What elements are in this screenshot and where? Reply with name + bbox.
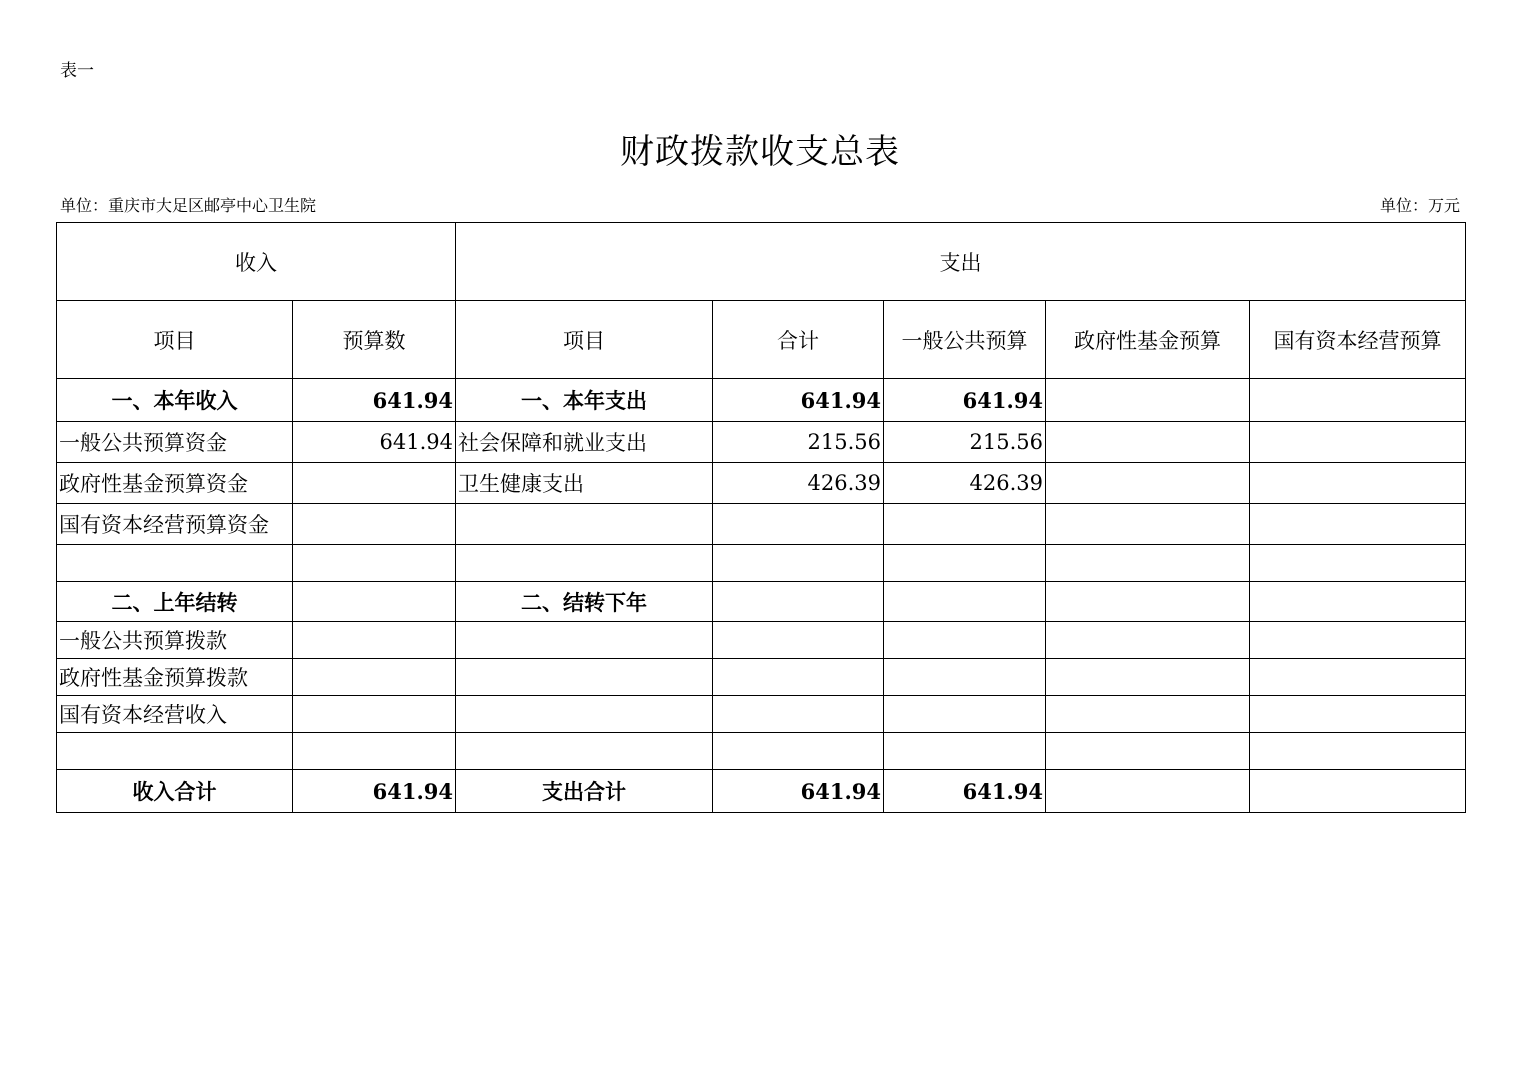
income-item-header: 项目 — [57, 301, 293, 379]
expense-fund-cell — [1046, 422, 1250, 463]
expense-general-cell — [884, 622, 1046, 659]
table-label: 表一 — [60, 61, 94, 81]
table-row — [57, 463, 1466, 504]
expense-item-cell — [456, 659, 713, 696]
income-budget-cell — [293, 545, 456, 582]
table-row — [57, 545, 1466, 582]
income-budget-cell: 641.94 — [293, 379, 456, 422]
expense-general-cell — [884, 659, 1046, 696]
expense-general-cell — [884, 696, 1046, 733]
income-item-cell — [57, 545, 293, 582]
income-item-cell: 一般公共预算资金 — [57, 422, 293, 463]
expense-total-cell — [713, 504, 884, 545]
expense-fund-cell — [1046, 379, 1250, 422]
expense-item-cell — [456, 733, 713, 770]
total-row — [57, 770, 1466, 813]
table-row — [57, 659, 1466, 696]
column-header-row — [57, 301, 1466, 379]
expense-item-cell — [456, 504, 713, 545]
expense-state-cell — [1250, 622, 1466, 659]
expense-item-cell — [456, 545, 713, 582]
income-budget-cell — [293, 504, 456, 545]
expense-state-cell — [1250, 545, 1466, 582]
expense-general-header: 一般公共预算 — [884, 301, 1046, 379]
table-row — [57, 422, 1466, 463]
expense-fund-cell — [1046, 504, 1250, 545]
expense-total-cell — [713, 582, 884, 622]
income-budget-cell — [293, 733, 456, 770]
expense-state-cell — [1250, 504, 1466, 545]
expense-item-cell: 一、本年支出 — [456, 379, 713, 422]
expense-total-cell — [713, 696, 884, 733]
expense-item-header: 项目 — [456, 301, 713, 379]
income-item-cell: 国有资本经营预算资金 — [57, 504, 293, 545]
table-row — [57, 622, 1466, 659]
unit-currency: 单位：万元 — [1379, 196, 1460, 215]
expense-fund-header: 政府性基金预算 — [1046, 301, 1250, 379]
income-budget-cell — [293, 622, 456, 659]
expense-general-cell — [884, 733, 1046, 770]
expense-item-cell — [456, 696, 713, 733]
expense-group-header: 支出 — [456, 223, 1466, 301]
expense-total-cell: 641.94 — [713, 379, 884, 422]
expense-total-cell: 426.39 — [713, 463, 884, 504]
expense-state-header: 国有资本经营预算 — [1250, 301, 1466, 379]
income-budget-cell — [293, 582, 456, 622]
expense-total-label: 支出合计 — [456, 770, 713, 813]
income-budget-cell — [293, 696, 456, 733]
expense-total-cell — [713, 659, 884, 696]
expense-total-cell — [713, 545, 884, 582]
income-item-cell: 政府性基金预算拨款 — [57, 659, 293, 696]
expense-state-cell — [1250, 733, 1466, 770]
income-item-cell: 二、上年结转 — [57, 582, 293, 622]
income-total-value: 641.94 — [293, 770, 456, 813]
fiscal-summary-table — [56, 222, 1466, 813]
expense-fund-cell — [1046, 696, 1250, 733]
expense-total-value: 641.94 — [713, 770, 884, 813]
income-total-label: 收入合计 — [57, 770, 293, 813]
expense-general-total: 641.94 — [884, 770, 1046, 813]
table-row — [57, 504, 1466, 545]
expense-state-cell — [1250, 659, 1466, 696]
group-header-row — [57, 223, 1466, 301]
expense-fund-cell — [1046, 622, 1250, 659]
table-row — [57, 733, 1466, 770]
expense-state-cell — [1250, 422, 1466, 463]
expense-general-cell: 215.56 — [884, 422, 1046, 463]
expense-state-cell — [1250, 379, 1466, 422]
expense-fund-cell — [1046, 733, 1250, 770]
expense-total-header: 合计 — [713, 301, 884, 379]
expense-fund-cell — [1046, 545, 1250, 582]
income-item-cell: 国有资本经营收入 — [57, 696, 293, 733]
income-item-cell: 政府性基金预算资金 — [57, 463, 293, 504]
table-row — [57, 696, 1466, 733]
income-item-cell — [57, 733, 293, 770]
expense-item-cell: 社会保障和就业支出 — [456, 422, 713, 463]
expense-total-cell: 215.56 — [713, 422, 884, 463]
income-budget-cell — [293, 463, 456, 504]
expense-item-cell — [456, 622, 713, 659]
expense-general-cell — [884, 545, 1046, 582]
expense-item-cell: 二、结转下年 — [456, 582, 713, 622]
expense-general-cell: 641.94 — [884, 379, 1046, 422]
expense-total-cell — [713, 622, 884, 659]
income-group-header: 收入 — [57, 223, 456, 301]
expense-fund-cell — [1046, 659, 1250, 696]
expense-general-cell: 426.39 — [884, 463, 1046, 504]
expense-item-cell: 卫生健康支出 — [456, 463, 713, 504]
expense-state-cell — [1250, 582, 1466, 622]
income-budget-header: 预算数 — [293, 301, 456, 379]
income-item-cell: 一、本年收入 — [57, 379, 293, 422]
unit-organization: 单位：重庆市大足区邮亭中心卫生院 — [60, 196, 317, 215]
expense-general-cell — [884, 504, 1046, 545]
expense-total-cell — [713, 733, 884, 770]
expense-state-cell — [1250, 696, 1466, 733]
expense-state-cell — [1250, 463, 1466, 504]
income-item-cell: 一般公共预算拨款 — [57, 622, 293, 659]
expense-state-total — [1250, 770, 1466, 813]
expense-fund-cell — [1046, 463, 1250, 504]
expense-fund-total — [1046, 770, 1250, 813]
expense-fund-cell — [1046, 582, 1250, 622]
page-title: 财政拨款收支总表 — [620, 132, 900, 172]
income-budget-cell: 641.94 — [293, 422, 456, 463]
expense-general-cell — [884, 582, 1046, 622]
table-row — [57, 582, 1466, 622]
income-budget-cell — [293, 659, 456, 696]
table-row — [57, 379, 1466, 422]
